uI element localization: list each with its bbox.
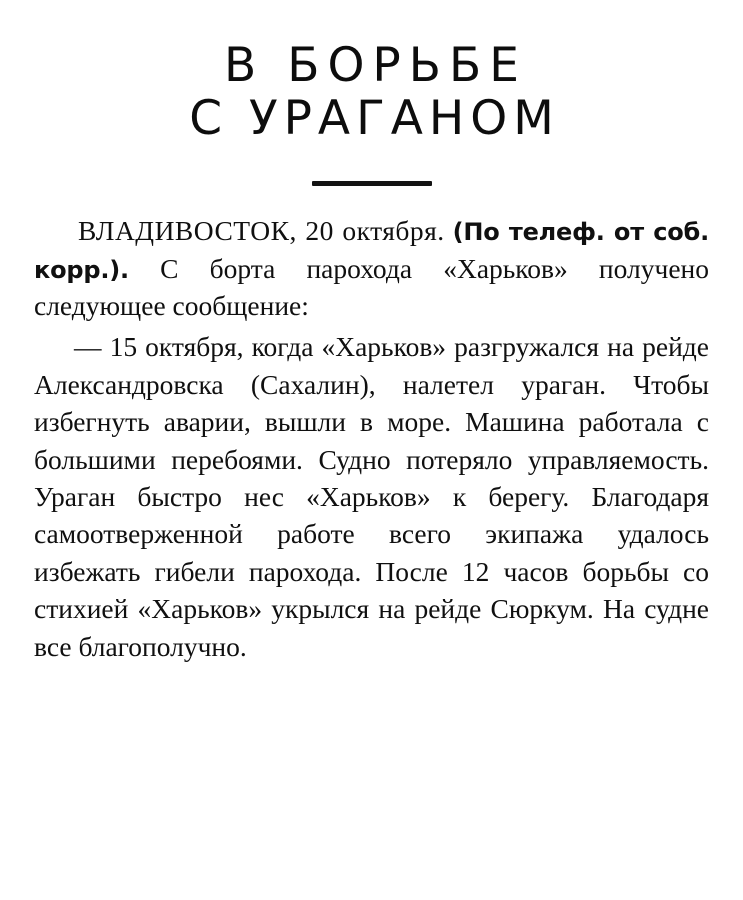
paragraph-report <box>34 328 709 665</box>
dateline: ВЛАДИВОСТОК, 20 октября. <box>78 215 445 247</box>
paragraph-lead <box>34 212 709 324</box>
page-title <box>34 34 709 145</box>
headline-line-1: В БОРЬБЕ <box>224 38 527 93</box>
horizontal-rule <box>312 181 432 186</box>
em-dash: — <box>74 331 102 363</box>
article-body <box>34 212 709 665</box>
paragraph-lead-text: С борта парохода «Харьков» получено следующее сообщение: <box>34 252 709 322</box>
headline-line-2: С УРАГАНОМ <box>189 90 560 146</box>
divider <box>34 181 709 186</box>
source-note: (По телеф. от соб. корр.). <box>34 218 709 284</box>
paragraph-report-text: 15 октября, когда «Харьков» разгружался на рейде Александровска (Сахалин), налетел ураган. Чтобы избегнуть аварии, вышли в море. Машина работала с большими перебоями. Судно потеряло управляемость. Ураган быстро нес «Харьков» к берегу. Благодаря самоотверженной работе всего экипажа удалось избежать гибели парохода. После 12 часов борьбы со стихией «Харьков» укрылся на рейде Сюркум. На судне все благополучно. <box>34 331 710 662</box>
